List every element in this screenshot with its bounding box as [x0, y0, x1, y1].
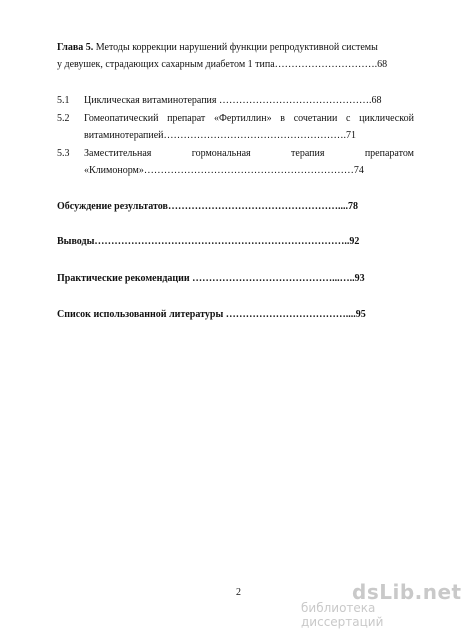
- toc-item-5-2-line2: витаминотерапией……………………………………………….71: [84, 130, 357, 141]
- toc-word: препарат: [167, 113, 206, 124]
- toc-references: Список использованной литературы ………………………………....95: [57, 309, 366, 320]
- toc-word: гормональная: [191, 148, 251, 159]
- toc-item-number: 5.3: [57, 148, 70, 159]
- toc-word: терапия: [291, 148, 325, 159]
- toc-word: «Фертиллин»: [213, 113, 272, 124]
- toc-word: Гомеопатический: [84, 113, 159, 124]
- toc-word: Заместительная: [84, 148, 152, 159]
- watermark-logo: dsLib.net: [352, 580, 462, 604]
- toc-item-number: 5.1: [57, 95, 70, 106]
- toc-word: препаратом: [364, 148, 414, 159]
- toc-chapter5-title: Методы коррекции нарушений функции репродуктивной системы: [93, 42, 378, 53]
- toc-chapter5-line2: у девушек, страдающих сахарным диабетом 1 типа………………………….68: [57, 59, 388, 70]
- toc-item-5-2-line1: [84, 113, 414, 125]
- toc-item-5-1: Циклическая витаминотерапия ……………………………………….68: [84, 95, 382, 106]
- page-number: 2: [236, 587, 241, 598]
- toc-discussion: Обсуждение результатов……………………………………………....78: [57, 201, 358, 212]
- toc-chapter5-line1: [57, 42, 378, 54]
- toc-word: в: [280, 113, 286, 124]
- toc-word: сочетании: [293, 113, 338, 124]
- watermark-subtitle: библиотека диссертаций: [301, 601, 384, 629]
- toc-conclusions: Выводы…………………………………………………………………..92: [57, 236, 360, 247]
- toc-item-number: 5.2: [57, 113, 70, 124]
- toc-word: циклической: [359, 113, 414, 124]
- toc-word: с: [346, 113, 351, 124]
- toc-chapter5-label: Глава 5.: [57, 42, 94, 53]
- toc-item-5-3-line2: «Климонорм»………………………………………………………74: [84, 165, 364, 176]
- toc-recommendations: Практические рекомендации ……………………………………...…..93: [57, 273, 365, 284]
- toc-item-5-3-line1: [84, 148, 414, 160]
